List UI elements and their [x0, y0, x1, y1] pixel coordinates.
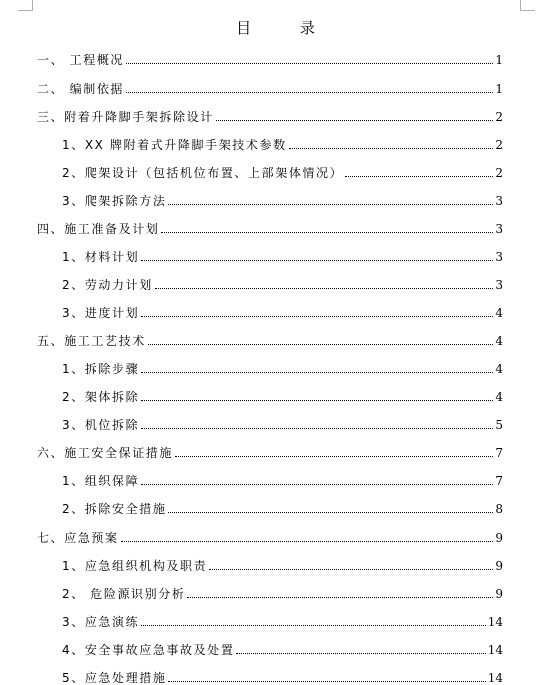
- toc-entry-page: 2: [495, 110, 503, 124]
- toc-entry[interactable]: [62, 583, 503, 601]
- toc-entry[interactable]: [62, 246, 503, 264]
- toc-entry-page: 2: [495, 166, 503, 180]
- toc-leader-dots: [141, 484, 493, 485]
- toc-entry[interactable]: [37, 527, 503, 545]
- toc-entry[interactable]: [37, 106, 503, 124]
- toc-leader-dots: [168, 512, 493, 513]
- toc-entry-page: 4: [495, 334, 503, 348]
- toc-entry[interactable]: [62, 611, 503, 629]
- toc-entry-label: 2、劳动力计划: [62, 278, 153, 292]
- toc-entry[interactable]: [62, 555, 503, 573]
- toc-entry-label: 2、拆除安全措施: [62, 502, 167, 516]
- toc-entry-label: 二、 编制依据: [37, 82, 125, 96]
- toc-entry[interactable]: [62, 358, 503, 376]
- toc-entry-label: 3、进度计划: [62, 306, 140, 320]
- toc-entry-label: 四、施工准备及计划: [37, 222, 160, 236]
- toc-entry[interactable]: [62, 162, 503, 180]
- toc-leader-dots: [168, 681, 485, 682]
- toc-entry[interactable]: [62, 667, 503, 685]
- toc-leader-dots: [209, 569, 493, 570]
- toc-leader-dots: [216, 120, 494, 121]
- toc-entry-label: 1、材料计划: [62, 250, 140, 264]
- toc-leader-dots: [168, 204, 493, 205]
- toc-entry-page: 9: [495, 559, 503, 573]
- toc-leader-dots: [126, 92, 493, 93]
- toc-entry-page: 3: [495, 194, 503, 208]
- toc-entry[interactable]: [62, 190, 503, 208]
- toc-leader-dots: [141, 372, 493, 373]
- toc-entry-page: 1: [495, 82, 503, 96]
- toc-entry[interactable]: [62, 134, 503, 152]
- toc-entry-page: 4: [495, 362, 503, 376]
- toc-entry[interactable]: [37, 330, 503, 348]
- toc-entry[interactable]: [62, 274, 503, 292]
- toc-leader-dots: [121, 541, 494, 542]
- toc-entry-label: 五、施工工艺技术: [37, 334, 146, 348]
- toc-leader-dots: [236, 653, 485, 654]
- toc-entry-label: 1、XX 牌附着式升降脚手架技术参数: [62, 138, 287, 152]
- toc-entry-label: 5、应急处理措施: [62, 671, 167, 685]
- toc-entry-page: 9: [495, 587, 503, 601]
- toc-entry-label: 2、架体拆除: [62, 390, 140, 404]
- toc-entry[interactable]: [37, 442, 503, 460]
- toc-leader-dots: [141, 400, 493, 401]
- toc-leader-dots: [126, 63, 493, 64]
- page-corner-mark-right: [520, 0, 535, 11]
- toc-entry-label: 六、施工安全保证措施: [37, 446, 174, 460]
- toc-leader-dots: [161, 232, 493, 233]
- toc-entry[interactable]: [37, 49, 503, 67]
- toc-entry-page: 3: [495, 222, 503, 236]
- toc-entry-label: 2、 危险源识别分析: [62, 587, 186, 601]
- toc-leader-dots: [141, 316, 493, 317]
- toc-leader-dots: [141, 428, 493, 429]
- toc-title: 目 录: [236, 19, 337, 37]
- toc-entry-label: 3、机位拆除: [62, 418, 140, 432]
- toc-leader-dots: [155, 288, 494, 289]
- toc-entry[interactable]: [62, 302, 503, 320]
- toc-leader-dots: [148, 344, 494, 345]
- toc-entry[interactable]: [62, 639, 503, 657]
- toc-leader-dots: [345, 176, 493, 177]
- toc-entry-label: 七、应急预案: [37, 531, 119, 545]
- toc-entry-page: 14: [487, 615, 503, 629]
- toc-entry[interactable]: [37, 218, 503, 236]
- toc-entry-label: 4、安全事故应急事故及处置: [62, 643, 235, 657]
- toc-leader-dots: [187, 597, 493, 598]
- toc-entry[interactable]: [62, 386, 503, 404]
- toc-entry-page: 3: [495, 278, 503, 292]
- toc-entry-page: 14: [487, 643, 503, 657]
- toc-leader-dots: [141, 260, 493, 261]
- toc-entry[interactable]: [62, 470, 503, 488]
- toc-entry[interactable]: [37, 78, 503, 96]
- toc-entry-page: 7: [495, 446, 503, 460]
- toc-entry-label: 3、应急演练: [62, 615, 140, 629]
- toc-entry-label: 1、拆除步骤: [62, 362, 140, 376]
- toc-entry-page: 14: [487, 671, 503, 685]
- toc-entry[interactable]: [62, 414, 503, 432]
- toc-leader-dots: [141, 625, 485, 626]
- toc-entry-page: 1: [495, 53, 503, 67]
- toc-entry-page: 7: [495, 474, 503, 488]
- toc-entry[interactable]: [62, 498, 503, 516]
- toc-entry-page: 4: [495, 306, 503, 320]
- toc-entry-page: 9: [495, 531, 503, 545]
- toc-entry-page: 3: [495, 250, 503, 264]
- toc-entry-label: 1、组织保障: [62, 474, 140, 488]
- toc-entry-page: 2: [495, 138, 503, 152]
- toc-entry-page: 4: [495, 390, 503, 404]
- toc-entry-label: 1、应急组织机构及职责: [62, 559, 208, 573]
- toc-entry-label: 2、爬架设计（包括机位布置、上部架体情况）: [62, 166, 344, 180]
- toc-leader-dots: [289, 148, 494, 149]
- page-corner-mark-left: [18, 0, 33, 11]
- toc-entry-page: 8: [495, 502, 503, 516]
- toc-leader-dots: [175, 456, 493, 457]
- toc-entry-label: 一、 工程概况: [37, 53, 125, 67]
- toc-entry-label: 三、附着升降脚手架拆除设计: [37, 110, 214, 124]
- toc-entry-page: 5: [495, 418, 503, 432]
- toc-entry-label: 3、爬架拆除方法: [62, 194, 167, 208]
